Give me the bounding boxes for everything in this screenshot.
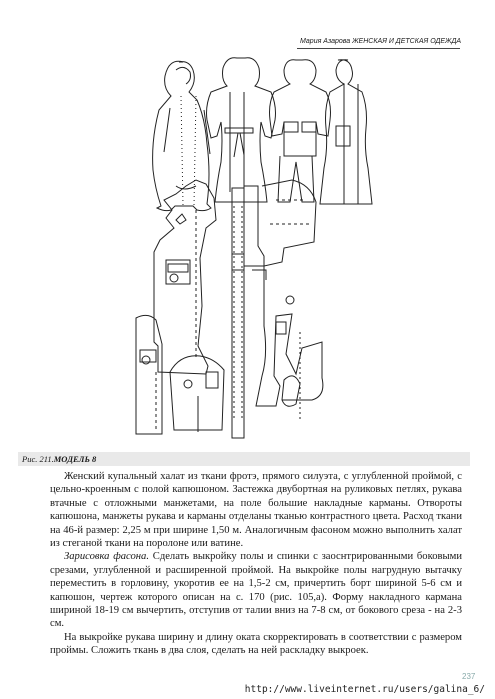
pattern-hood-piece (256, 180, 323, 422)
paragraph-sketch (50, 550, 462, 630)
model-sketch-2 (207, 58, 276, 202)
paragraph-sketch-text: Сделать выкройку полы и спинки с заоснтрированными боковыми срезами, углубленной и расширенной проймой. На выкройке полы нагрудную вытачку переместить в горловину, укоротив ее на 1,5-2 см, причертить борт шириной 5-6 см и капюшон, чертеж которого описан на с. 170 (рис. 105,а). Форму накладного кармана шириной 18-19 см вычертить, отступив от талии вниз на 7-8 см, от бокового среза - на 2-3 см. (50, 551, 462, 630)
paragraph-description: Женский купальный халат из ткани фротэ, прямого силуэта, с углубленной проймой, с цельно-кроенным с полой капюшоном. Застежка двубортная на руликовых петлях, рукава втачные с отложными манжетами, на поле большие накладные карманы. Отвороты капюшона, манжеты рукава и карманы отделаны тканью контрастного цвета. Расход ткани на 46-й размер: 2,25 м при ширине 1,50 м. Аналогичным фасоном можно выполнить халат из стеганой ткани на поролоне или ватине. (50, 471, 462, 550)
caption-title: МОДЕЛЬ 8 (53, 454, 97, 464)
model-sketch-4 (320, 60, 372, 204)
paragraph-lead: Зарисовка фасона. (64, 551, 149, 563)
paragraph-sleeve: На выкройке рукава ширину и длину оката скорректировать в соответствии с размером проймы. Сложить ткань в два слоя, сделать на ней раскладку выкроек. (50, 631, 462, 657)
running-header: Мария Азарова ЖЕНСКАЯ И ДЕТСКАЯ ОДЕЖДА (300, 38, 462, 45)
model-sketch-3 (270, 60, 331, 202)
body-text (50, 470, 462, 658)
page-number: 237 (462, 672, 476, 681)
pattern-sleeve (170, 356, 224, 432)
pattern-front-piece (154, 180, 216, 374)
pattern-back-panel (232, 186, 266, 438)
figure-caption (18, 452, 470, 466)
watermark-url: http://www.liveinternet.ru/users/galina_6/ (244, 684, 485, 695)
model-sketch-1 (153, 61, 211, 210)
pattern-side-piece (136, 315, 162, 434)
caption-number: Рис. 211. (22, 454, 54, 464)
